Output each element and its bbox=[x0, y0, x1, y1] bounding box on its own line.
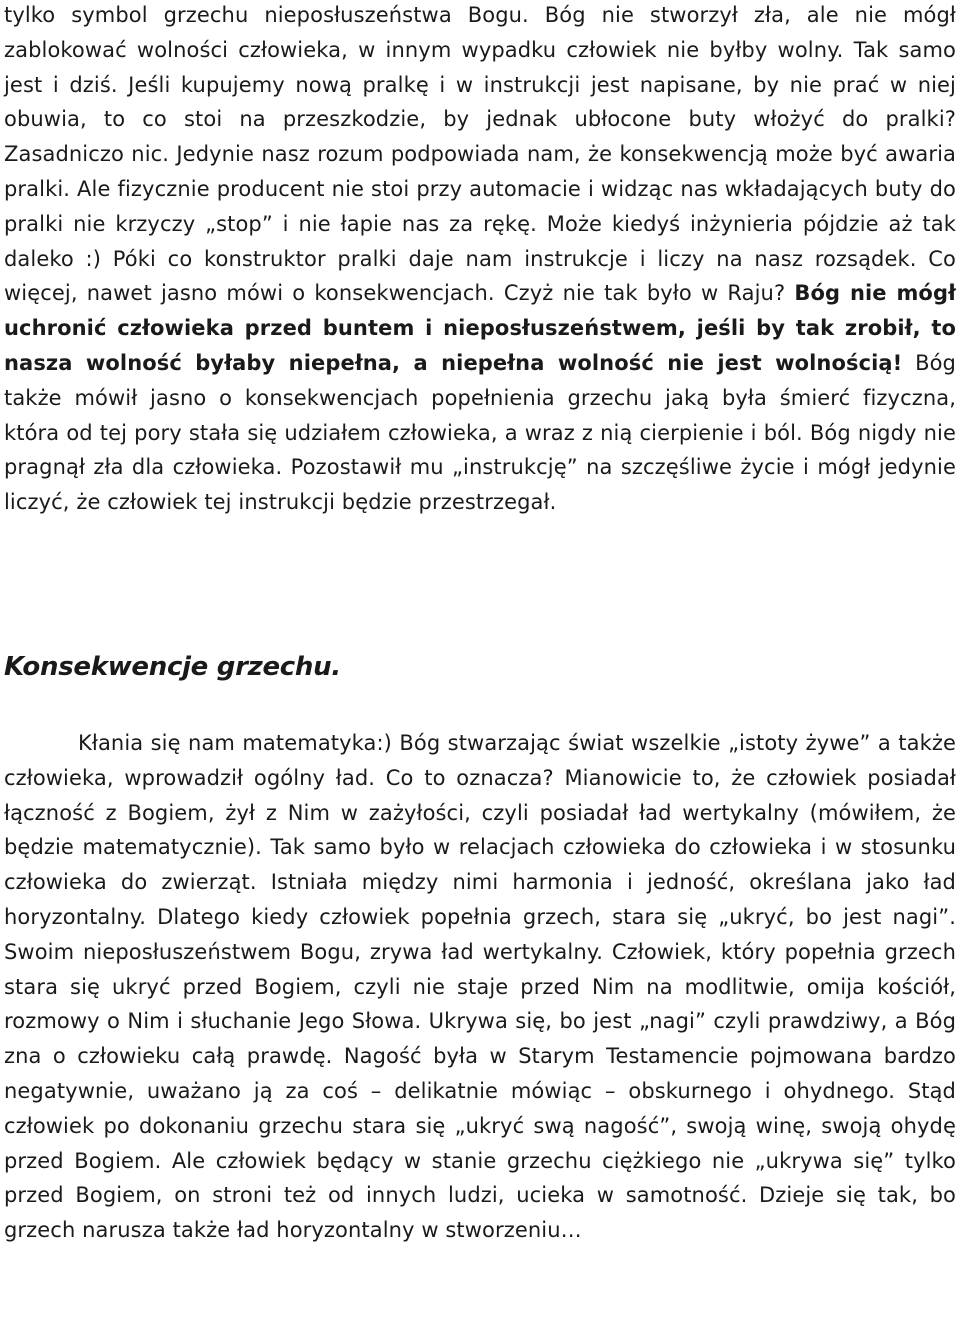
paragraph-1-text-end: Bóg także mówił jasno o konsekwencjach popełnienia grzechu jaką była śmierć fizyczna, która od tej pory stała się udziałem człowieka, a wraz z nią cierpienie i ból. Bóg nigdy nie pragnął zła dla człowieka. Pozostawił mu „instrukcję” na szczęśliwe życie i mógł jedynie liczyć, że człowiek tej instrukcji będzie przestrzegał. bbox=[4, 350, 956, 515]
paragraph-1-text-start: tylko symbol grzechu nieposłuszeństwa Bogu. Bóg nie stworzył zła, ale nie mógł zablokować wolności człowieka, w innym wypadku człowiek nie byłby wolny. Tak samo jest i dziś. Jeśli kupujemy nową pralkę i w instrukcji jest napisane, by nie prać w niej obuwia, to co stoi na przeszkodzie, by jednak ubłocone buty włożyć do pralki? Zasadniczo nic. Jedynie nasz rozum podpowiada nam, że konsekwencją może być awaria pralki. Ale fizycznie producent nie stoi przy automacie i widząc nas wkładających buty do pralki nie krzyczy „stop” i nie łapie nas za rękę. Może kiedyś inżynieria pójdzie aż tak daleko :) Póki co konstruktor pralki daje nam instrukcje i liczy na nasz rozsądek. Co więcej, nawet jasno mówi o konsekwencjach. Czyż nie tak było w Raju? bbox=[4, 3, 956, 306]
body-paragraph-1 bbox=[4, 0, 956, 520]
body-paragraph-2: Kłania się nam matematyka:) Bóg stwarzając świat wszelkie „istoty żywe” a także człowieka, wprowadził ogólny ład. Co to oznacza? Mianowicie to, że człowiek posiadał łączność z Bogiem, żył z Nim w zażyłości, czyli posiadał ład wertykalny (mówiłem, że będzie matematycznie). Tak samo było w relacjach człowieka do człowieka i w stosunku człowieka do zwierząt. Istniała między nimi harmonia i jedność, określana jako ład horyzontalny. Dlatego kiedy człowiek popełnia grzech, stara się „ukryć, bo jest nagi”. Swoim nieposłuszeństwem Bogu, zrywa ład wertykalny. Człowiek, który popełnia grzech stara się ukryć przed Bogiem, czyli nie staje przed Nim na modlitwie, omija kościół, rozmowy o Nim i słuchanie Jego Słowa. Ukrywa się, bo jest „nagi” czyli prawdziwy, a Bóg zna o człowieku całą prawdę. Nagość była w Starym Testamencie pojmowana bardzo negatywnie, uważano ją za coś – delikatnie mówiąc – obskurnego i ohydnego. Stąd człowiek po dokonaniu grzechu stara się „ukryć swą nagość”, swoją winę, swoją ohydę przed Bogiem. Ale człowiek będący w stanie grzechu ciężkiego nie „ukrywa się” tylko przed Bogiem, on stroni też od innych ludzi, ucieka w samotność. Dzieje się tak, bo grzech narusza także ład horyzontalny w stworzeniu… bbox=[4, 731, 956, 1243]
paragraph-1-bold-statement: Bóg nie mógł uchronić człowieka przed buntem i nieposłuszeństwem, jeśli by tak zrobił, to nasza wolność byłaby niepełna, a niepełna wolność nie jest wolnością! bbox=[4, 281, 956, 375]
section-heading: Konsekwencje grzechu. bbox=[4, 652, 341, 682]
